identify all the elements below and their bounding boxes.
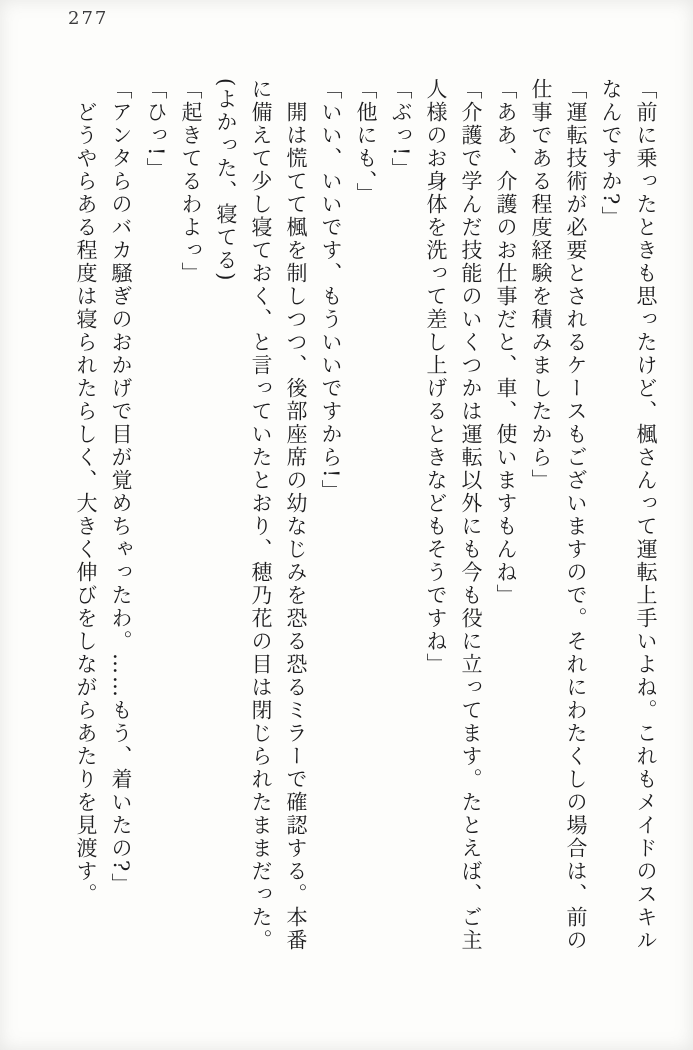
text-line: 「運転技術が必要とされるケースもございますので。それにわたくしの場合は、前の	[564, 78, 588, 952]
text-line: 「ひっ!」	[144, 78, 168, 181]
text-line: 開は慌てて楓を制しつつ、後部座席の幼なじみを恐る恐るミラーで確認する。本番	[284, 101, 308, 952]
text-line: 人様のお身体を洗って差し上げるときなどもそうですね」	[424, 78, 448, 676]
text-line: どうやらある程度は寝られたらしく、大きく伸びをしながらあたりを見渡す。	[74, 101, 98, 906]
text-line: 「いい、いいです、もういいですから!」	[319, 78, 343, 503]
page-number: 277	[68, 8, 109, 29]
text-line: 「介護で学んだ技能のいくつかは運転以外にも今も役に立ってます。たとえば、ご主	[459, 78, 483, 952]
text-line: 「起きてるわよっ」	[179, 78, 203, 285]
text-line: 「ぶっ!」	[389, 78, 413, 181]
text-line: (よかった、寝てる)	[214, 78, 238, 283]
text-line: なんですか?」	[599, 78, 623, 230]
text-line: に備えて少し寝ておく、と言っていたとおり、穂乃花の目は閉じられたままだった。	[249, 78, 273, 952]
text-line: 「ああ、介護のお仕事だと、車、使いますもんね」	[494, 78, 518, 607]
text-line: 「アンタらのバカ騒ぎのおかげで目が覚めちゃったわ。……もう、着いたの?」	[109, 78, 133, 897]
text-line: 「他にも、」	[354, 78, 378, 206]
vertical-text-block	[68, 78, 663, 988]
text-line: 「前に乗ったときも思ったけど、楓さんって運転上手いよね。これもメイドのスキル	[634, 78, 658, 952]
text-line: 仕事である程度経験を積みましたから」	[529, 78, 553, 492]
